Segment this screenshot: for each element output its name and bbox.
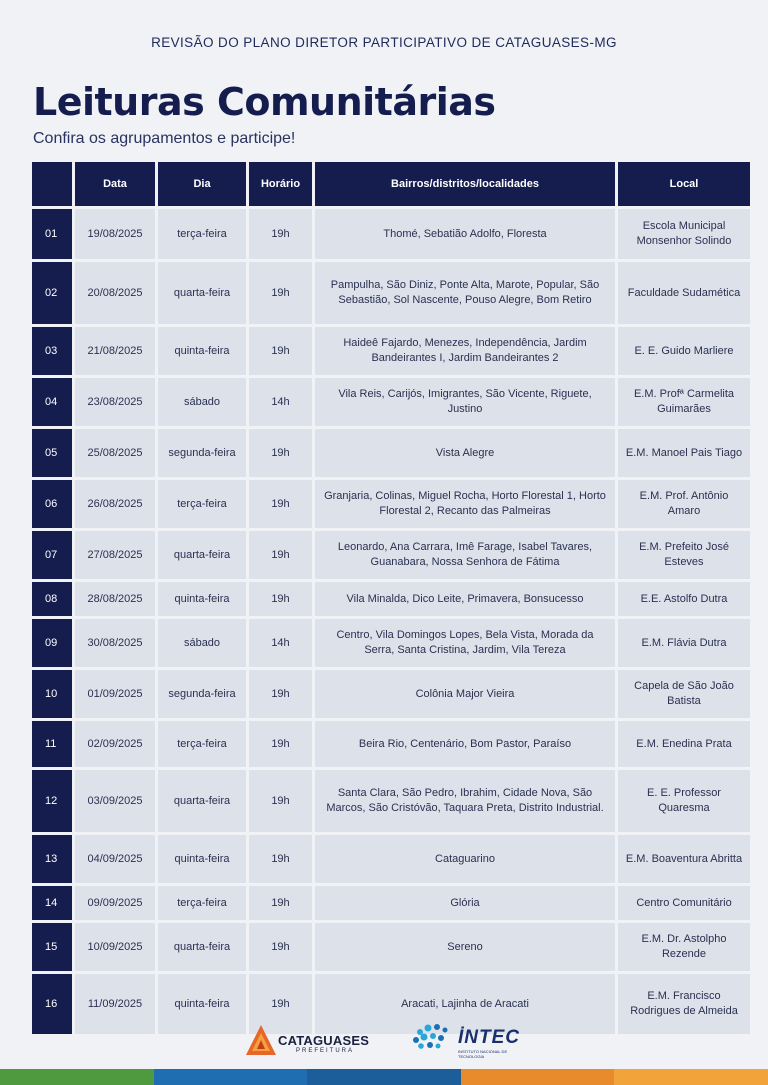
row-number: 08 <box>32 582 72 616</box>
row-date: 11/09/2025 <box>75 974 155 1034</box>
row-day: segunda-feira <box>158 429 246 477</box>
row-time: 19h <box>249 480 312 528</box>
row-neighborhoods: Vila Reis, Carijós, Imigrantes, São Vicente, Riguete, Justino <box>315 378 615 426</box>
row-location: Capela de São João Batista <box>618 670 750 718</box>
row-time: 14h <box>249 378 312 426</box>
row-location: E.M. Francisco Rodrigues de Almeida <box>618 974 750 1034</box>
row-day: quarta-feira <box>158 262 246 324</box>
intec-logo-sub: INSTITUTO NACIONAL DE TECNOLOGIA <box>458 1049 508 1059</box>
row-location: E. E. Guido Marliere <box>618 327 750 375</box>
row-time: 19h <box>249 262 312 324</box>
footer-logos <box>0 1018 768 1062</box>
table-row <box>32 262 750 324</box>
row-neighborhoods: Cataguarino <box>315 835 615 883</box>
row-time: 19h <box>249 582 312 616</box>
row-neighborhoods: Thomé, Sebatião Adolfo, Floresta <box>315 209 615 259</box>
row-day: quinta-feira <box>158 327 246 375</box>
row-day: terça-feira <box>158 886 246 920</box>
footer-color-bar <box>0 1069 768 1085</box>
row-time: 14h <box>249 619 312 667</box>
row-day: segunda-feira <box>158 670 246 718</box>
footer-color-bar-segment <box>0 1069 154 1085</box>
row-number: 16 <box>32 974 72 1034</box>
table-body <box>32 209 750 1034</box>
intec-logo <box>410 1020 525 1058</box>
footer-color-bar-segment <box>307 1069 461 1085</box>
row-number: 07 <box>32 531 72 579</box>
intec-logo-name: İNTEC <box>458 1027 520 1048</box>
table-row <box>32 582 750 616</box>
row-day: quinta-feira <box>158 582 246 616</box>
row-neighborhoods: Haideê Fajardo, Menezes, Independência, Jardim Bandeirantes I, Jardim Bandeirantes 2 <box>315 327 615 375</box>
row-date: 30/08/2025 <box>75 619 155 667</box>
footer-color-bar-segment <box>154 1069 308 1085</box>
row-time: 19h <box>249 835 312 883</box>
row-time: 19h <box>249 670 312 718</box>
table-row <box>32 886 750 920</box>
row-day: terça-feira <box>158 480 246 528</box>
row-number: 13 <box>32 835 72 883</box>
row-neighborhoods: Centro, Vila Domingos Lopes, Bela Vista, Morada da Serra, Santa Cristina, Jardim, Vila Tereza <box>315 619 615 667</box>
page-title: Leituras Comunitárias <box>33 80 496 124</box>
row-date: 26/08/2025 <box>75 480 155 528</box>
row-time: 19h <box>249 531 312 579</box>
row-time: 19h <box>249 429 312 477</box>
row-location: E. E. Professor Quaresma <box>618 770 750 832</box>
document-topline: REVISÃO DO PLANO DIRETOR PARTICIPATIVO DE CATAGUASES-MG <box>151 35 617 50</box>
table-row <box>32 923 750 971</box>
row-neighborhoods: Granjaria, Colinas, Miguel Rocha, Horto Florestal 1, Horto Florestal 2, Recanto das Palmeiras <box>315 480 615 528</box>
row-neighborhoods: Vila Minalda, Dico Leite, Primavera, Bonsucesso <box>315 582 615 616</box>
table-row <box>32 770 750 832</box>
row-time: 19h <box>249 327 312 375</box>
table-row <box>32 835 750 883</box>
row-time: 19h <box>249 721 312 767</box>
row-day: quarta-feira <box>158 531 246 579</box>
row-number: 10 <box>32 670 72 718</box>
row-date: 25/08/2025 <box>75 429 155 477</box>
cataguases-logo-sub: PREFEITURA <box>296 1048 355 1054</box>
row-time: 19h <box>249 974 312 1034</box>
row-neighborhoods: Aracati, Lajinha de Aracati <box>315 974 615 1034</box>
row-date: 28/08/2025 <box>75 582 155 616</box>
table-row <box>32 480 750 528</box>
table-row <box>32 721 750 767</box>
row-number: 11 <box>32 721 72 767</box>
row-number: 03 <box>32 327 72 375</box>
row-number: 12 <box>32 770 72 832</box>
row-location: E.M. Prefeito José Esteves <box>618 531 750 579</box>
row-number: 15 <box>32 923 72 971</box>
row-time: 19h <box>249 886 312 920</box>
footer-color-bar-segment <box>614 1069 768 1085</box>
row-number: 06 <box>32 480 72 528</box>
row-time: 19h <box>249 770 312 832</box>
row-date: 27/08/2025 <box>75 531 155 579</box>
row-location: E.M. Flávia Dutra <box>618 619 750 667</box>
row-day: quarta-feira <box>158 770 246 832</box>
table-row <box>32 429 750 477</box>
table-row <box>32 619 750 667</box>
row-day: sábado <box>158 378 246 426</box>
page-subtitle: Confira os agrupamentos e participe! <box>33 130 296 147</box>
row-date: 03/09/2025 <box>75 770 155 832</box>
intec-emblem-icon <box>410 1020 454 1056</box>
row-location: Faculdade Sudamética <box>618 262 750 324</box>
row-neighborhoods: Vista Alegre <box>315 429 615 477</box>
row-location: E.E. Astolfo Dutra <box>618 582 750 616</box>
table-row <box>32 209 750 259</box>
row-number: 02 <box>32 262 72 324</box>
row-location: E.M. Enedina Prata <box>618 721 750 767</box>
table-row <box>32 378 750 426</box>
column-header-data: Data <box>75 162 155 206</box>
row-neighborhoods: Leonardo, Ana Carrara, Imê Farage, Isabel Tavares, Guanabara, Nossa Senhora de Fátima <box>315 531 615 579</box>
row-time: 19h <box>249 209 312 259</box>
row-neighborhoods: Santa Clara, São Pedro, Ibrahim, Cidade Nova, São Marcos, São Cristóvão, Taquara Preta, Distrito Industrial. <box>315 770 615 832</box>
row-location: Escola Municipal Monsenhor Solindo <box>618 209 750 259</box>
column-header-horario: Horário <box>249 162 312 206</box>
column-header-dia: Dia <box>158 162 246 206</box>
row-date: 19/08/2025 <box>75 209 155 259</box>
row-number: 05 <box>32 429 72 477</box>
row-date: 01/09/2025 <box>75 670 155 718</box>
row-day: quinta-feira <box>158 974 246 1034</box>
table-header-row <box>32 162 750 206</box>
row-time: 19h <box>249 923 312 971</box>
cataguases-logo <box>244 1022 374 1058</box>
row-location: E.M. Boaventura Abritta <box>618 835 750 883</box>
row-location: E.M. Profª Carmelita Guimarães <box>618 378 750 426</box>
row-number: 01 <box>32 209 72 259</box>
schedule-table <box>29 159 753 1037</box>
row-date: 23/08/2025 <box>75 378 155 426</box>
row-neighborhoods: Pampulha, São Diniz, Ponte Alta, Marote, Popular, São Sebastião, Sol Nascente, Pouso Alegre, Bom Retiro <box>315 262 615 324</box>
footer-color-bar-segment <box>461 1069 615 1085</box>
row-number: 14 <box>32 886 72 920</box>
row-number: 09 <box>32 619 72 667</box>
row-day: quarta-feira <box>158 923 246 971</box>
row-location: Centro Comunitário <box>618 886 750 920</box>
row-date: 10/09/2025 <box>75 923 155 971</box>
row-neighborhoods: Colônia Major Vieira <box>315 670 615 718</box>
column-header-local: Local <box>618 162 750 206</box>
column-header-number <box>32 162 72 206</box>
row-day: terça-feira <box>158 721 246 767</box>
row-day: terça-feira <box>158 209 246 259</box>
table-row <box>32 670 750 718</box>
table-row <box>32 327 750 375</box>
column-header-bairros: Bairros/distritos/localidades <box>315 162 615 206</box>
row-date: 09/09/2025 <box>75 886 155 920</box>
row-location: E.M. Prof. Antônio Amaro <box>618 480 750 528</box>
row-date: 20/08/2025 <box>75 262 155 324</box>
row-number: 04 <box>32 378 72 426</box>
row-day: sábado <box>158 619 246 667</box>
row-day: quinta-feira <box>158 835 246 883</box>
row-neighborhoods: Sereno <box>315 923 615 971</box>
row-neighborhoods: Beira Rio, Centenário, Bom Pastor, Paraíso <box>315 721 615 767</box>
cataguases-emblem-icon <box>244 1023 278 1057</box>
row-location: E.M. Dr. Astolpho Rezende <box>618 923 750 971</box>
row-neighborhoods: Glória <box>315 886 615 920</box>
row-date: 21/08/2025 <box>75 327 155 375</box>
cataguases-logo-name: CATAGUASES <box>278 1033 370 1048</box>
row-date: 04/09/2025 <box>75 835 155 883</box>
table-row <box>32 531 750 579</box>
row-location: E.M. Manoel Pais Tiago <box>618 429 750 477</box>
row-date: 02/09/2025 <box>75 721 155 767</box>
